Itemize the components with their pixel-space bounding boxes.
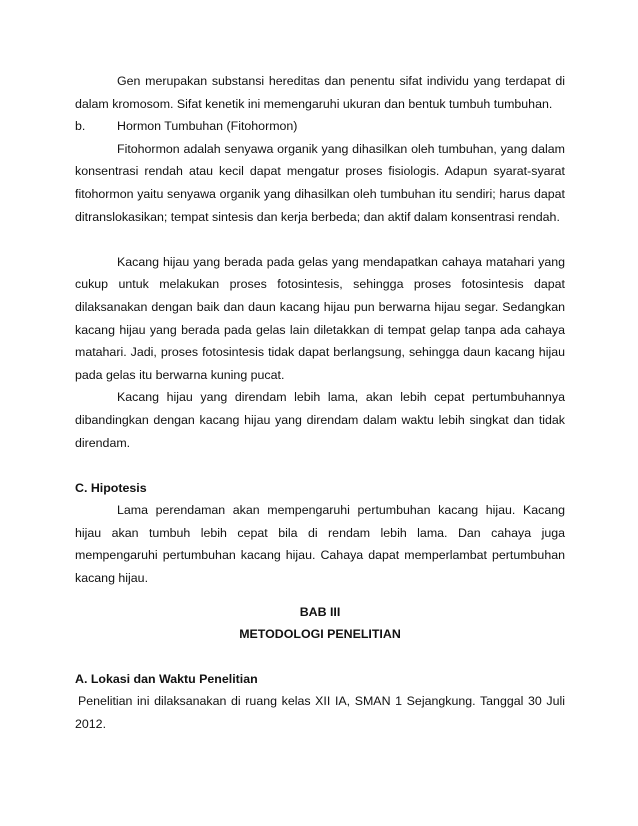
spacer xyxy=(75,454,565,477)
heading-lokasi: A. Lokasi dan Waktu Penelitian xyxy=(75,671,258,686)
paragraph-kacang-1: Kacang hijau yang berada pada gelas yang mendapatkan cahaya matahari yang cukup untuk melakukan proses fotosintesis, sehingga proses fotosintesis dapat dilaksanakan dengan baik dan daun kacang hijau pun berwarna hijau segar. Sedangkan kacang hijau yang berada pada gelas lain diletakkan di tempat gelap tanpa ada cahaya matahari. Jadi, proses fotosintesis tidak dapat berlangsung, sehingga daun kacang hijau pada gelas itu berwarna kuning pucat. xyxy=(75,254,565,382)
heading-hipotesis: C. Hipotesis xyxy=(75,480,147,495)
spacer xyxy=(75,590,565,601)
list-item-b xyxy=(75,115,565,138)
chapter-number: BAB III xyxy=(299,604,341,619)
paragraph-kacang-2: Kacang hijau yang direndam lebih lama, akan lebih cepat pertumbuhannya dibandingkan dengan kacang hijau yang direndam dalam waktu lebih singkat dan tidak direndam. xyxy=(75,390,565,450)
list-marker-b: b. xyxy=(75,119,86,134)
document-page xyxy=(75,70,565,736)
spacer xyxy=(75,228,565,251)
paragraph-fitohormon: Fitohormon adalah senyawa organik yang dihasilkan oleh tumbuhan, yang dalam konsentrasi rendah atau kecil dapat mengatur proses fisiologis. Adapun syarat-syarat fitohormon yaitu senyawa organik yang dihasilkan oleh tumbuhan itu sendiri; harus dapat ditranslokasikan; tempat sintesis dan kerja berbeda; dan aktif dalam konsentrasi rendah. xyxy=(75,141,565,224)
spacer xyxy=(75,646,565,668)
chapter-title: METODOLOGI PENELITIAN xyxy=(239,627,401,642)
paragraph-gen: Gen merupakan substansi hereditas dan penentu sifat individu yang terdapat di dalam kromosom. Sifat kenetik ini memengaruhi ukuran dan bentuk tumbuh tumbuhan. xyxy=(75,74,565,111)
list-item-b-text: Hormon Tumbuhan (Fitohormon) xyxy=(117,119,298,134)
paragraph-lokasi: Penelitian ini dilaksanakan di ruang kelas XII IA, SMAN 1 Sejangkung. Tanggal 30 Juli 2012. xyxy=(75,694,565,732)
paragraph-hipotesis: Lama perendaman akan mempengaruhi pertumbuhan kacang hijau. Kacang hijau akan tumbuh lebih cepat bila di rendam lebih lama. Dan cahaya juga mempengaruhi pertumbuhan kacang hijau. Cahaya dapat memperlambat pertumbuhan kacang hijau. xyxy=(75,503,565,586)
